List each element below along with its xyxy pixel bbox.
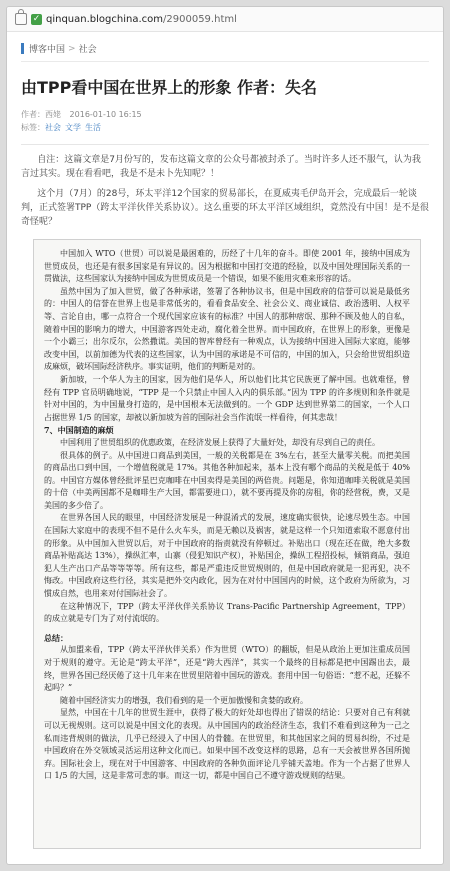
breadcrumb-home-link[interactable]: 博客中国: [29, 45, 66, 55]
scan-paragraph: 显然，中国在十几年的世贸生涯中，获得了极大的好处却也得出了错误的结论：只要对自己有利就可以无视规则。这可以说是中国文化的表现。从中国国内的政治经济生态，我们不难看到这种为一己之私而违背规则的做法，几乎已经浸入了中国人的骨髓。在世贸里，和其他国家之间的贸易纠纷，不过是中国政府在外交领域灵活运用这种文化而已。如果中国不改变这样的思路，总有一天会被世界各国所抛弃。国际社会上，现在对于中国游客、中国政府的各种负面评论几乎铺天盖地。作为一个占据了世界人口 1/5 的大国，这是非常可悲的事。而这一切，都是中国自己不遵守游戏规则的结果。: [44, 708, 410, 781]
url-path: /2900059.html: [163, 13, 237, 25]
url-text[interactable]: [46, 14, 237, 25]
divider: [21, 144, 429, 145]
breadcrumb: [21, 42, 429, 62]
tags-label: 标签：: [21, 123, 45, 132]
publish-date: 2016-01-10 16:15: [69, 110, 142, 119]
scan-paragraph: 新加坡，一个华人为主的国家，因为他们是华人，所以他们比其它民族更了解中国。也就难怪，曾经有 TPP 官员明确地说，“TPP 是一个只禁止中国人入内的俱乐部。”因为 TPP 的许多规则和条件就是针对中国的，为中国量身打造的，是中国根本无法做到的。一个 GDP 达到世界第二的国家，一个人口占据世界 1/5 的国家，却被以新加坡为首的国际社会当作流氓一样看待，何其悲哉！: [44, 374, 410, 422]
author-label: 作者：: [21, 110, 45, 119]
intro-paragraph: 这个月（7月）的28号，环太平洋12个国家的贸易部长，在夏威夷毛伊岛开会，完成最后一轮谈判，正式签署TPP（跨太平洋伙伴关系协议）。这么重要的环太平洋区域组织，竟然没有中国！是不是很奇怪呢？: [21, 189, 429, 227]
tag-link[interactable]: 文学: [65, 123, 81, 132]
scanned-document-image: [33, 239, 421, 849]
breadcrumb-marker: [21, 43, 24, 54]
scan-paragraph: 从加盟来看，TPP（跨太平洋伙伴关系）作为世贸（WTO）的翻版，但是从政治上更加注重成员国对于规则的遵守。无论是“跨太平洋”，还是“跨大西洋”，其实一个最终的目标都是把中国踢出去，最终，世界各国已经厌倦了这十几年来在世贸里陪着中国玩的游戏。套用中国一句俗语：“惹不起，还躲不起吗？”: [44, 645, 410, 693]
breadcrumb-section-link[interactable]: 社会: [78, 45, 97, 55]
address-bar[interactable]: [7, 7, 443, 32]
scan-paragraph: 中国加入 WTO（世贸）可以说是最困难的，历经了十几年的奋斗。即使 2001 年，接纳中国成为世贸成员，也还是有很多国家是有异议的。因为根据和中国打交道的经验，以及中国处理国际关系的一贯做法，这些国家认为接纳中国成为世贸成员是一个错误，如果不能用灾难来形容的话。: [44, 249, 410, 284]
article-meta: [21, 108, 429, 121]
scan-paragraph: 虽然中国为了加入世贸，做了各种承诺，签署了各种协议书，但是中国政府的信誉可以说是最低劣的：中国人的信誉在世界上也是非常低劣的，看看食品安全、社会公义、商业诚信、政治透明、人权平等、言论自由，哪一点符合一个现代国家应该有的标准？中国人的那种痞氓、那种不顾及他人的自私，随着中国的影响力的增大，中国游客四处走动，腐化着全世界。而中国政府，在世界上的形象，更像是一个小霸三；出尔反尔，公然撒谎。美国的智库曾经有一种观点，认为接纳中国进入国际大家庭，能够改变中国，以前加德为代表的这些国家，认为中国的承诺是不可信的，中国的加入，只会给世贸组织造成麻烦，破坏国际经济秩序。事实证明，他们的判断是对的。: [44, 286, 410, 372]
scan-paragraph: 在这种情况下，TPP（跨太平洋伙伴关系协议 Trans-Pacific Partnership Agreement，TPP）的成立就是专门为了对付流氓的。: [44, 601, 410, 624]
article-page: [7, 32, 443, 849]
scan-heading: 总结：: [44, 632, 68, 643]
tag-link[interactable]: 社会: [45, 123, 61, 132]
scan-paragraph: 很具体的例子。从中国进口商品到美国，一般的关税都是在 3%左右，甚至大量零关税。而把美国的商品出口到中国，一个增值税就是 17%。其他各种加起来，基本上没有哪个商品的关税是低于 40%的。中国官方媒体曾经批评星巴克咖啡在中国卖得是美国的两倍贵。问题是，你知道咖啡关税就是美国的十倍（中美两国都不是咖啡生产大国，都需要进口），就不要再提及你的房租，你的经营税，费，又是美国的多少倍了。: [44, 450, 410, 510]
article-title: 由TPP看中国在世界上的形象 作者：失名: [21, 78, 317, 97]
scan-heading: 7、中国制造的麻烦: [44, 425, 114, 436]
lock-icon: [15, 13, 27, 25]
tag-link[interactable]: 生活: [85, 123, 101, 132]
breadcrumb-separator: >: [68, 43, 76, 54]
author-link[interactable]: 西姥: [45, 110, 61, 119]
url-domain: qinquan.blogchina.com: [46, 13, 164, 25]
browser-window: [6, 6, 444, 865]
article-tags: [21, 121, 429, 134]
scan-paragraph: 中国利用了世贸组织的优惠政策，在经济发展上获得了大量好处，却没有尽到自己的责任。: [60, 437, 380, 447]
scan-paragraph: 随着中国经济实力的增强，我们看到的是一个更加傲慢和贪婪的政府。: [60, 695, 308, 705]
scan-paragraph: 在世界各国人民的眼里，中国经济发展是一种混淆式的发展，速度确实很快，论速尽毁生态。中国在国际大家庭中的表现不但不是什么火车头，而是无赖以及祸害，就是这样一个只知道索取不愿意付出的形象。从中国加入世贸以后，对于中国政府的指责就没有停顿过。补贴出口（现在还在做，绝大多数商品补贴高达 13%），操纵汇率，山寨（侵犯知识产权），补贴国企，操纵工程招投标，倾销商品，强迫犯人生产出口产品等等等等。所有这些，都是严重违反世贸规则的，但是中国政府就是一犯再犯，决不悔改。中国政府这些行径，其实是把外交内政化，因为在对付中国国内的时候，这个政府为所欲为，习惯成自然，也用来对付国际社会了。: [44, 513, 410, 599]
verified-check-icon: ✓: [32, 13, 41, 24]
intro-paragraph: 自注：这篇文章是7月份写的，发布这篇文章的公众号都被封杀了。当时许多人还不服气，认为我言过其实。现在看看吧，我是不是未卜先知呢？！: [21, 155, 421, 179]
